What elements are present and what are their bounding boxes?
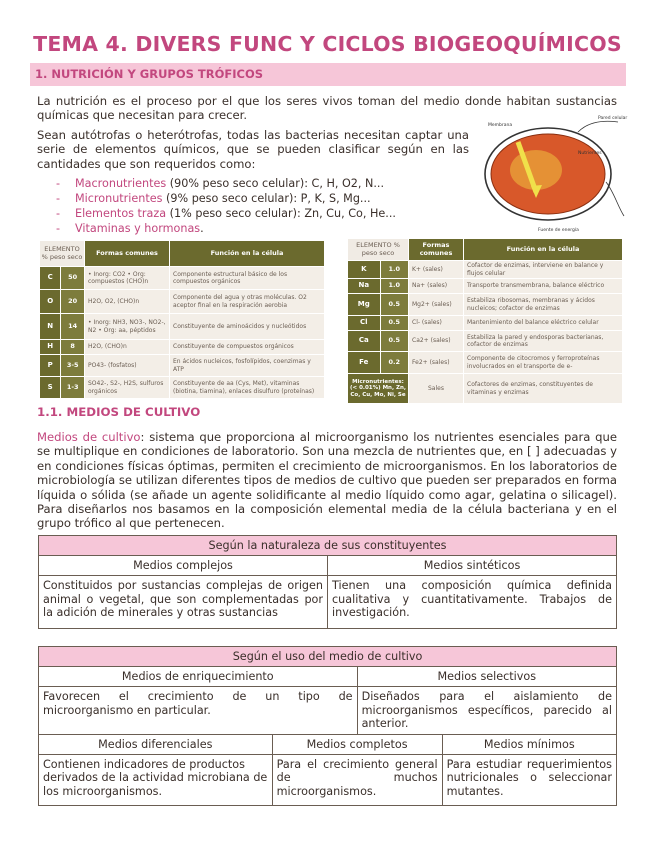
page-title: TEMA 4. DIVERS FUNC Y CICLOS BIOGEOQUÍMICOS xyxy=(33,32,622,56)
table-row: Favorecen el crecimiento de un tipo de microorganismo en particular. Diseñados para el aislamiento de microorganismos específicos, parecido al anterior. xyxy=(39,687,617,735)
table-row: H 8 H2O, (CHO)n Constituyente de compuestos orgánicos xyxy=(40,340,325,355)
table-row: Constituidos por sustancias complejas de origen animal o vegetal, que son complementadas por la adición de minerales y otras sustancias Tienen una composición química definida cualitativa y cuantitativamente. Trabajos de investigación. xyxy=(39,576,617,629)
table-row: N 14 • Inorg: NH3, NO3-, NO2-, N2 • Org: aa, péptidos Constituyente de aminoácidos y nucleótidos xyxy=(40,314,325,340)
table-row: K 1.0 K+ (sales) Cofactor de enzimas, interviene en balance y flujos celular xyxy=(348,261,623,279)
table-row: Na 1.0 Na+ (sales) Transporte transmembrana, balance eléctrico xyxy=(348,279,623,294)
figure-label: Nutrientes xyxy=(578,151,602,156)
list-item: - Vitaminas y hormonas. xyxy=(56,221,396,236)
intro-paragraph-1: La nutrición es el proceso por el que los seres vivos toman del medio donde habitan sustancias químicas que necesitan para crecer. xyxy=(37,94,617,123)
section-heading-nutricion xyxy=(30,63,626,86)
table-row: Contienen indicadores de productos derivados de la actividad microbiana de los microorganismos. Para el crecimiento general de muchos microorganismos. Para estudiar requerimientos nutricionales o seleccionar mutantes. xyxy=(39,754,617,805)
micronutrient-table xyxy=(347,238,623,404)
table-header: Medios selectivos xyxy=(357,667,616,687)
figure-label: Fuente de energía xyxy=(538,228,579,233)
table-row: Mg 0.5 Mg2+ (sales) Estabiliza ribosomas, membranas y ácidos nucleicos; cofactor de enzimas xyxy=(348,294,623,316)
table-naturaleza xyxy=(38,535,617,629)
nutrient-list xyxy=(56,176,396,236)
table-header: Función en la célula xyxy=(464,239,623,261)
figure-label: Pared celular xyxy=(598,116,628,121)
table-row: S 1-3 SO42-, S2-, H2S, sulfuros orgánicos Constituyente de aa (Cys, Met), vitaminas (biotina, tiamina), enlaces disulfuro (proteínas) xyxy=(40,377,325,399)
list-item: - Elementos traza (1% peso seco celular): Zn, Cu, Co, He... xyxy=(56,206,396,221)
table-header: Medios complejos xyxy=(39,556,328,576)
section-heading-medios: 1.1. MEDIOS DE CULTIVO xyxy=(37,405,201,419)
table-row: Micronutrientes: (< 0.01%) Mn, Zn, Co, Cu, Mo, Ni, Se Sales Cofactores de enzimas, constituyentes de vitaminas y enzimas xyxy=(348,374,623,404)
intro-paragraph-2: Sean autótrofas o heterótrofas, todas las bacterias necesitan captar una serie de elementos químicos, que se pueden clasificar según en las cantidades que son requeridos como: xyxy=(37,128,469,171)
table-row: C 50 • Inorg: CO2 • Org: compuestos (CHO)n Componente estructural básico de los compuestos orgánicos xyxy=(40,267,325,290)
section-heading-text: 1. NUTRICIÓN Y GRUPOS TRÓFICOS xyxy=(35,67,264,81)
medios-paragraph: Medios de cultivo: sistema que proporciona al microorganismo los nutrientes esenciales para que se multiplique en condiciones de laboratorio. Son una mezcla de nutrientes que, en [ ] adecuadas y en condiciones físicas óptimas, permiten el crecimiento de microorganismos. En los laboratorios de microbiología se utilizan diferentes tipos de medios de cultivo que pueden ser preparados en forma líquida o sólida (se añade un agente solidificante al medio líquido como agar, gelatina o silicagel). Para diseñarlos nos basamos en la composición elemental media de la célula bacteriana y en el grupo trófico al que pertenecen. xyxy=(37,430,617,531)
table-row: P 3-5 PO43- (fosfatos) En ácidos nucleicos, fosfolípidos, coenzimas y ATP xyxy=(40,355,325,377)
table-header: Medios sintéticos xyxy=(328,556,617,576)
table-row: Fe 0.2 Fe2+ (sales) Componente de citocromos y ferroproteínas involucrados en el transporte de e- xyxy=(348,352,623,374)
table-header: Medios completos xyxy=(272,734,442,754)
list-item: - Macronutrientes (90% peso seco celular): C, H, O2, N... xyxy=(56,176,396,191)
nucleoid xyxy=(510,150,562,190)
table-header: Formas comunes xyxy=(85,241,170,267)
label-line xyxy=(578,121,618,132)
table-caption: Según el uso del medio de cultivo xyxy=(39,647,617,667)
figure-label: Membrana xyxy=(488,123,513,128)
table-header: Medios de enriquecimiento xyxy=(39,667,358,687)
table-header: Medios diferenciales xyxy=(39,734,273,754)
table-header: ELEMENTO % peso seco xyxy=(348,239,409,261)
table-row: Ca 0.5 Ca2+ (sales) Estabiliza la pared y endosporas bacterianas, cofactor de enzimas xyxy=(348,331,623,352)
table-row: O 20 H2O, O2, (CHO)n Componente del agua y otras moléculas. O2 aceptor final en la respiración aerobia xyxy=(40,290,325,314)
table-header: Medios mínimos xyxy=(442,734,616,754)
table-uso xyxy=(38,646,617,806)
table-row: Cl 0.5 Cl- (sales) Mantenimiento del balance eléctrico celular xyxy=(348,316,623,331)
table-caption: Según la naturaleza de sus constituyentes xyxy=(39,536,617,556)
macronutrient-table xyxy=(39,240,325,399)
list-item: - Micronutrientes (9% peso seco celular): P, K, S, Mg... xyxy=(56,191,396,206)
table-header: Función en la célula xyxy=(170,241,325,267)
table-header: ELEMENTO % peso seco xyxy=(40,241,85,267)
bacterial-cell-figure xyxy=(478,112,628,234)
table-header: Formas comunes xyxy=(409,239,464,261)
